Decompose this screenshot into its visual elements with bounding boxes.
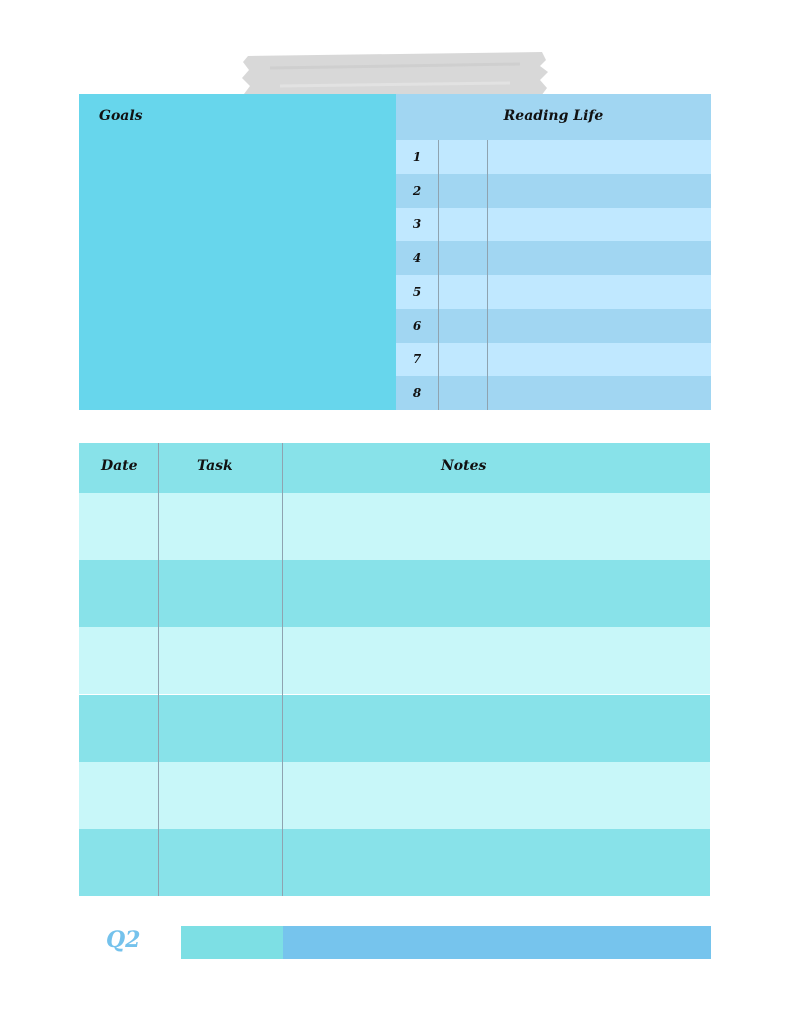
task-cell[interactable] xyxy=(159,627,282,694)
reading-row-cell-short[interactable] xyxy=(439,140,487,174)
task-row xyxy=(79,829,710,896)
reading-row-cell-short[interactable] xyxy=(439,275,487,309)
reading-life-row xyxy=(396,174,711,208)
reading-row-cell-title[interactable] xyxy=(488,343,711,377)
reading-row-cell-short[interactable] xyxy=(439,241,487,275)
reading-divider-1 xyxy=(438,140,439,410)
reading-divider-2 xyxy=(487,140,488,410)
reading-life-row xyxy=(396,376,711,410)
goals-panel xyxy=(79,94,396,410)
reading-life-row xyxy=(396,309,711,343)
reading-row-cell-title[interactable] xyxy=(488,376,711,410)
reading-life-row xyxy=(396,208,711,242)
task-row xyxy=(79,762,710,829)
notes-cell[interactable] xyxy=(283,829,710,896)
task-cell[interactable] xyxy=(159,560,282,627)
goals-label: Goals xyxy=(99,108,143,124)
date-cell[interactable] xyxy=(79,627,158,694)
task-cell[interactable] xyxy=(159,695,282,762)
date-column-header: Date xyxy=(101,458,138,474)
reading-life-header xyxy=(396,94,711,140)
footer-bar-blue xyxy=(283,926,711,959)
reading-row-cell-title[interactable] xyxy=(488,309,711,343)
reading-life-panel xyxy=(396,94,711,410)
reading-row-cell-short[interactable] xyxy=(439,208,487,242)
reading-life-title: Reading Life xyxy=(503,108,604,124)
task-divider-1 xyxy=(158,443,159,896)
reading-row-cell-title[interactable] xyxy=(488,174,711,208)
task-row xyxy=(79,560,710,627)
task-cell[interactable] xyxy=(159,762,282,829)
reading-life-row xyxy=(396,140,711,174)
notes-cell[interactable] xyxy=(283,627,710,694)
notes-cell[interactable] xyxy=(283,762,710,829)
reading-row-cell-short[interactable] xyxy=(439,343,487,377)
reading-row-number: 5 xyxy=(412,284,422,299)
notes-cell[interactable] xyxy=(283,493,710,560)
task-row xyxy=(79,627,710,694)
reading-life-row xyxy=(396,241,711,275)
date-cell[interactable] xyxy=(79,829,158,896)
reading-row-number: 6 xyxy=(412,318,422,333)
reading-row-cell-short[interactable] xyxy=(439,376,487,410)
reading-row-cell-title[interactable] xyxy=(488,275,711,309)
task-row xyxy=(79,695,710,762)
reading-row-number: 7 xyxy=(412,352,422,367)
task-divider-2 xyxy=(282,443,283,896)
date-cell[interactable] xyxy=(79,695,158,762)
reading-row-number: 1 xyxy=(412,149,422,164)
task-column-header: Task xyxy=(197,458,233,474)
task-table-header xyxy=(79,443,710,493)
task-cell[interactable] xyxy=(159,493,282,560)
notes-cell[interactable] xyxy=(283,560,710,627)
task-table xyxy=(79,443,710,896)
reading-life-row xyxy=(396,275,711,309)
reading-row-number: 4 xyxy=(412,251,422,266)
reading-row-number: 8 xyxy=(412,386,422,401)
notes-column-header: Notes xyxy=(441,458,487,474)
date-cell[interactable] xyxy=(79,560,158,627)
notes-cell[interactable] xyxy=(283,695,710,762)
reading-row-cell-short[interactable] xyxy=(439,174,487,208)
footer-bar-teal xyxy=(181,926,283,959)
reading-row-number: 3 xyxy=(412,217,422,232)
reading-row-cell-short[interactable] xyxy=(439,309,487,343)
date-cell[interactable] xyxy=(79,493,158,560)
reading-life-row xyxy=(396,343,711,377)
reading-row-number: 2 xyxy=(412,183,422,198)
task-cell[interactable] xyxy=(159,829,282,896)
reading-row-cell-title[interactable] xyxy=(488,140,711,174)
date-cell[interactable] xyxy=(79,762,158,829)
reading-row-cell-title[interactable] xyxy=(488,208,711,242)
reading-row-cell-title[interactable] xyxy=(488,241,711,275)
task-row xyxy=(79,493,710,560)
quarter-label: Q2 xyxy=(106,927,141,953)
